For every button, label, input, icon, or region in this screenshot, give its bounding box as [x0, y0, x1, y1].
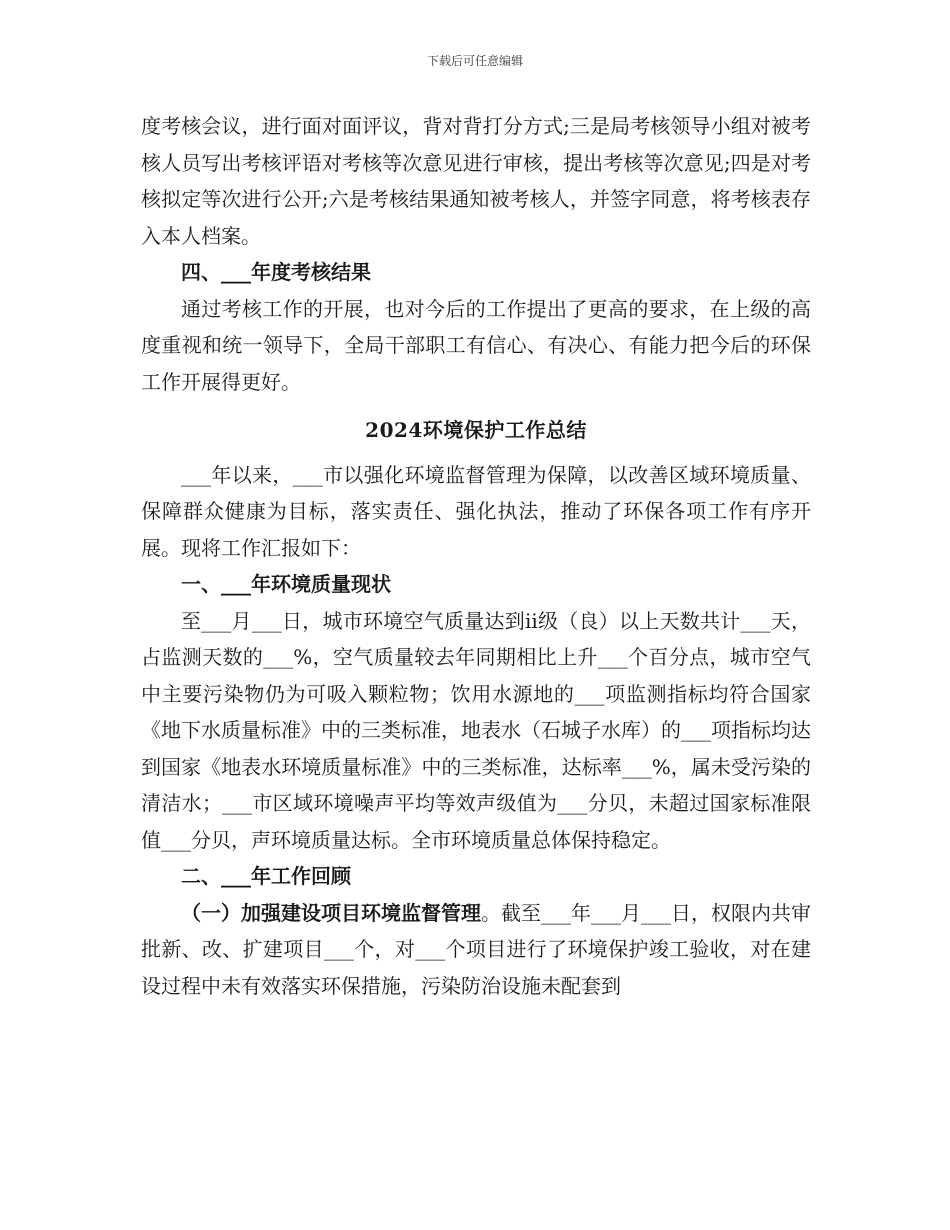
section-heading-2: 二、___年工作回顾	[181, 864, 351, 888]
paragraph-quality-status: 至___月___日，城市环境空气质量达到ii级（良）以上天数共计___天，占监测天数的___%，空气质量较去年同期相比上升___个百分点，城市空气中主要污染物仍为可吸入颗粒物；饮用水源地的___项监测指标均符合国家《地下水质量标准》中的三类标准，地表水（石城子水库）的___项指标均达到国家《地表水环境质量标准》中的三类标准，达标率___%，属未受污染的清洁水；___市区域环境噪声平均等效声级值为___分贝，未超过国家标准限值___分贝，声环境质量达标。全市环境质量总体保持稳定。	[141, 608, 811, 852]
paragraph-continued: 度考核会议，进行面对面评议，背对背打分方式;三是局考核领导小组对被考核人员写出考核评语对考核等次意见进行审核，提出考核等次意见;四是对考核拟定等次进行公开;六是考核结果通知被考核人，并签字同意，将考核表存入本人档案。	[141, 114, 811, 248]
document-title: 2024环境保护工作总结	[365, 418, 587, 442]
subsection-lead: （一）加强建设项目环境监督管理	[181, 900, 481, 925]
section-heading-1: 一、___年环境质量现状	[181, 572, 391, 596]
paragraph-results: 通过考核工作的开展，也对今后的工作提出了更高的要求，在上级的高度重视和统一领导下，全局干部职工有信心、有决心、有能力把今后的环保工作开展得更好。	[141, 296, 811, 394]
document-body	[141, 108, 811, 1004]
paragraph-review	[141, 895, 811, 1005]
paragraph-intro: ___年以来，___市以强化环境监督管理为保障，以改善区域环境质量、保障群众健康为目标，落实责任、强化执法，推动了环保各项工作有序开展。现将工作汇报如下：	[141, 462, 811, 560]
page-header: 下载后可任意编辑	[426, 54, 523, 68]
section-heading-4: 四、___年度考核结果	[181, 260, 371, 284]
subsection-text: 。截至___年___月___日，权限内共审批新、改、扩建项目___个，对___个项目进行了环境保护竣工验收，对在建设过程中未有效落实环保措施，污染防治设施未配套到	[141, 900, 811, 998]
